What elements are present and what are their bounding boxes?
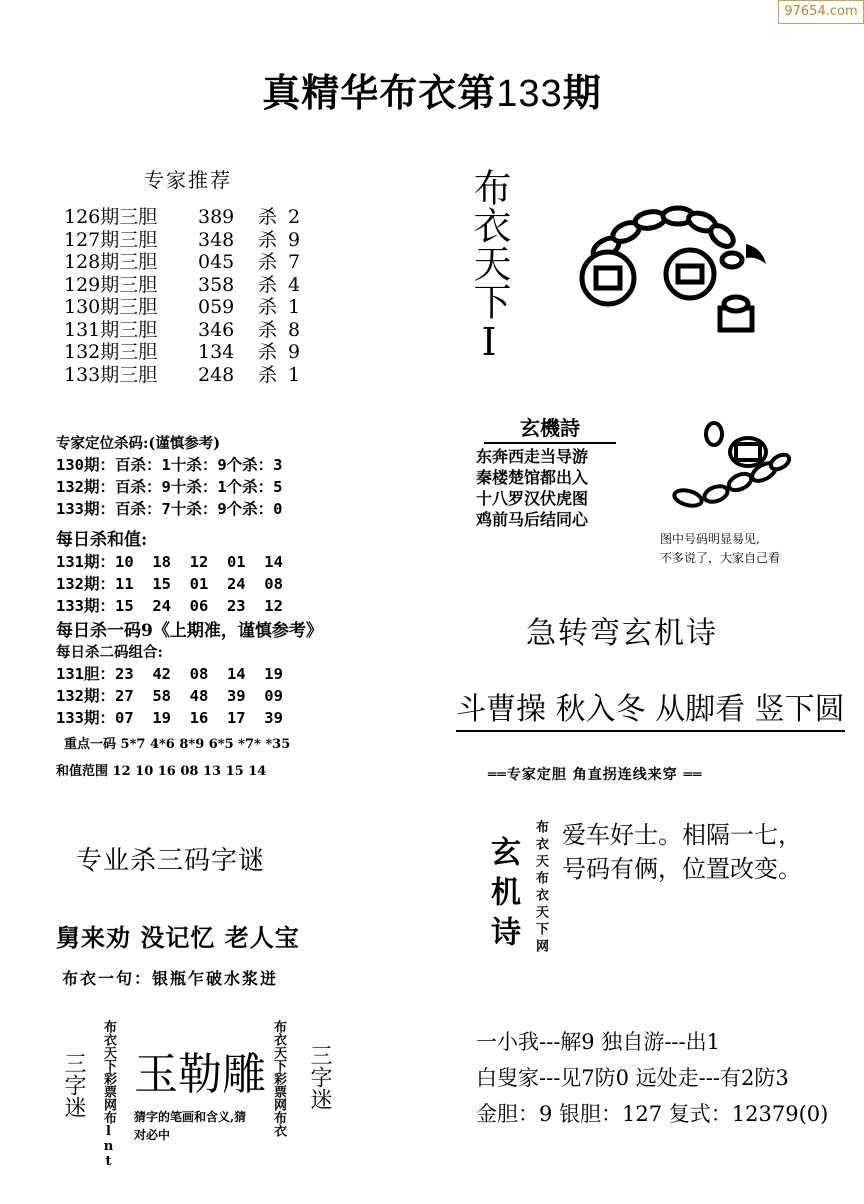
bottom-line: 一小我---解9 独自游---出1 — [476, 1030, 720, 1054]
position-kill-heading: 专家定位杀码:(谨慎参考) — [56, 435, 221, 452]
coin-drawing — [666, 416, 796, 516]
one-code: 每日杀一码9《上期准，谨慎参考》 — [56, 621, 323, 641]
recommend-nums: 134 — [198, 341, 235, 363]
recommend-row — [64, 337, 301, 363]
sum-kill-row: 131期：10 18 12 01 14 — [56, 553, 283, 571]
xuanji-vertical: 玄机诗 — [485, 836, 520, 956]
riddle-heading: 专业杀三码字谜 — [76, 846, 266, 876]
brand-vertical: 布衣天下I — [467, 168, 511, 364]
coin-chain-illustration — [574, 204, 778, 334]
kill-panel — [56, 432, 356, 779]
recommend-nums: 348 — [198, 228, 235, 251]
bottom-line: 白叟家---见7防0 远处走---有2防3 — [476, 1066, 789, 1090]
recommend-period: 131期三胆 — [64, 318, 158, 341]
recommend-kill-label: 杀 — [258, 341, 278, 363]
recommend-kill-label: 杀 — [258, 296, 278, 318]
mystery-poem — [476, 412, 624, 530]
poem-line: 十八罗汉伏虎图 — [476, 489, 589, 508]
poem-note-line: 不多说了，大家自己看 — [660, 551, 781, 565]
recommend-kill-label: 杀 — [258, 318, 278, 341]
sum-kill-row: 132期：11 15 01 24 08 — [56, 575, 283, 593]
poem-title: 玄機詩 — [484, 412, 616, 444]
page-title — [0, 62, 864, 117]
xuanji-brand: 布衣天布衣天下网 — [533, 820, 548, 956]
recommend-nums: 389 — [198, 206, 235, 228]
recommend-period: 128期三胆 — [64, 251, 158, 273]
recommend-kill-label: 杀 — [258, 363, 278, 386]
xuanji-line: 爱车好士。相隔一七， — [562, 821, 802, 849]
expert-dan-heading: ══专家定胆 角直拐连线来穿 ══ — [488, 767, 703, 783]
recommend-nums: 346 — [198, 318, 235, 341]
position-kill-row: 132期：百杀：9十杀：1个杀：5 — [56, 478, 283, 496]
recommend-kill: 4 — [288, 273, 301, 296]
recommend-kill: 7 — [288, 251, 301, 273]
xuanji-text — [562, 818, 802, 886]
recommend-row — [64, 270, 301, 296]
recommend-kill-label: 杀 — [258, 251, 278, 273]
key-code: 重点一码 5*7 4*6 8*9 6*5 *7* *35 — [64, 737, 291, 752]
recommend-kill: 9 — [288, 341, 301, 363]
riddle-left-label: 三字迷 — [61, 1052, 86, 1118]
riddle-hint: 对必中 — [134, 1128, 171, 1142]
recommend-nums: 248 — [198, 363, 235, 386]
recommend-row — [64, 225, 301, 251]
recommend-kill-label: 杀 — [258, 228, 278, 251]
riddle-hint: 猜字的笔画和含义,猜 — [134, 1110, 247, 1124]
title-text: 真精华布衣第 — [262, 70, 497, 115]
riddle-big-text: 玉勒雕 — [134, 1049, 266, 1100]
riddle-left-brand: 布衣天下彩票网布lnt — [101, 1020, 116, 1169]
recommend-nums: 358 — [198, 273, 235, 296]
sum-kill-row: 133期：15 24 06 23 12 — [56, 597, 283, 615]
urgent-heading: 急转弯玄机诗 — [526, 616, 718, 651]
riddle-line: 舅来劝 没记忆 老人宝 — [56, 923, 300, 952]
bottom-line: 金胆：9 银胆：127 复式：12379(0) — [476, 1102, 829, 1126]
recommend-period: 132期三胆 — [64, 341, 158, 363]
recommend-row — [64, 315, 301, 341]
recommend-kill-label: 杀 — [258, 206, 278, 228]
recommend-period: 129期三胆 — [64, 273, 158, 296]
title-suffix: 期 — [562, 70, 602, 115]
title-issue: 133 — [496, 73, 563, 115]
poem-line: 秦楼楚馆都出入 — [476, 468, 589, 487]
sum-kill-heading: 每日杀和值: — [56, 530, 148, 550]
two-code-row: 133期：07 19 16 17 39 — [56, 709, 283, 727]
recommend-period: 126期三胆 — [64, 206, 158, 228]
recommend-heading: 专家推荐 — [144, 168, 232, 192]
poem-note-line: 图中号码明显易见, — [660, 532, 760, 546]
recommend-row — [64, 247, 301, 273]
poem-line: 鸡前马后结同心 — [476, 510, 589, 529]
recommend-kill: 1 — [288, 363, 301, 386]
recommend-nums: 045 — [198, 251, 235, 273]
recommend-row — [64, 360, 301, 386]
riddle-sub: 布衣一句：银瓶乍破水浆迸 — [62, 969, 279, 988]
xuanji-line: 号码有俩，位置改变。 — [562, 855, 802, 883]
recommend-period: 127期三胆 — [64, 228, 158, 251]
dou-line: 斗曹操 秋入冬 从脚看 竖下圆 — [456, 684, 845, 732]
recommend-row — [64, 292, 301, 318]
poem-note — [660, 530, 780, 568]
watermark: 97654.com — [778, 0, 864, 24]
recommend-kill-label: 杀 — [258, 273, 278, 296]
recommend-kill: 8 — [288, 318, 301, 341]
bottom-lines — [476, 1024, 828, 1132]
recommend-list — [64, 202, 301, 386]
riddle-right-label: 三字迷 — [307, 1044, 332, 1110]
two-code-row: 131胆：23 42 08 14 19 — [56, 665, 283, 683]
riddle-right-brand: 布衣天下彩票网布衣 — [271, 1020, 286, 1137]
recommend-period: 133期三胆 — [64, 363, 158, 386]
two-code-heading: 每日杀二码组合: — [56, 644, 163, 661]
recommend-row — [64, 202, 301, 228]
two-code-row: 132期：27 58 48 39 09 — [56, 687, 283, 705]
position-kill-row: 130期：百杀：1十杀：9个杀：3 — [56, 456, 283, 474]
recommend-kill: 2 — [288, 206, 301, 228]
recommend-kill: 1 — [288, 296, 301, 318]
recommend-period: 130期三胆 — [64, 296, 158, 318]
recommend-nums: 059 — [198, 296, 235, 318]
position-kill-row: 133期：百杀：7十杀：9个杀：0 — [56, 500, 283, 518]
poem-line: 东奔西走当导游 — [476, 447, 589, 466]
sum-range: 和值范围 12 10 16 08 13 15 14 — [56, 764, 267, 779]
recommend-kill: 9 — [288, 228, 301, 251]
